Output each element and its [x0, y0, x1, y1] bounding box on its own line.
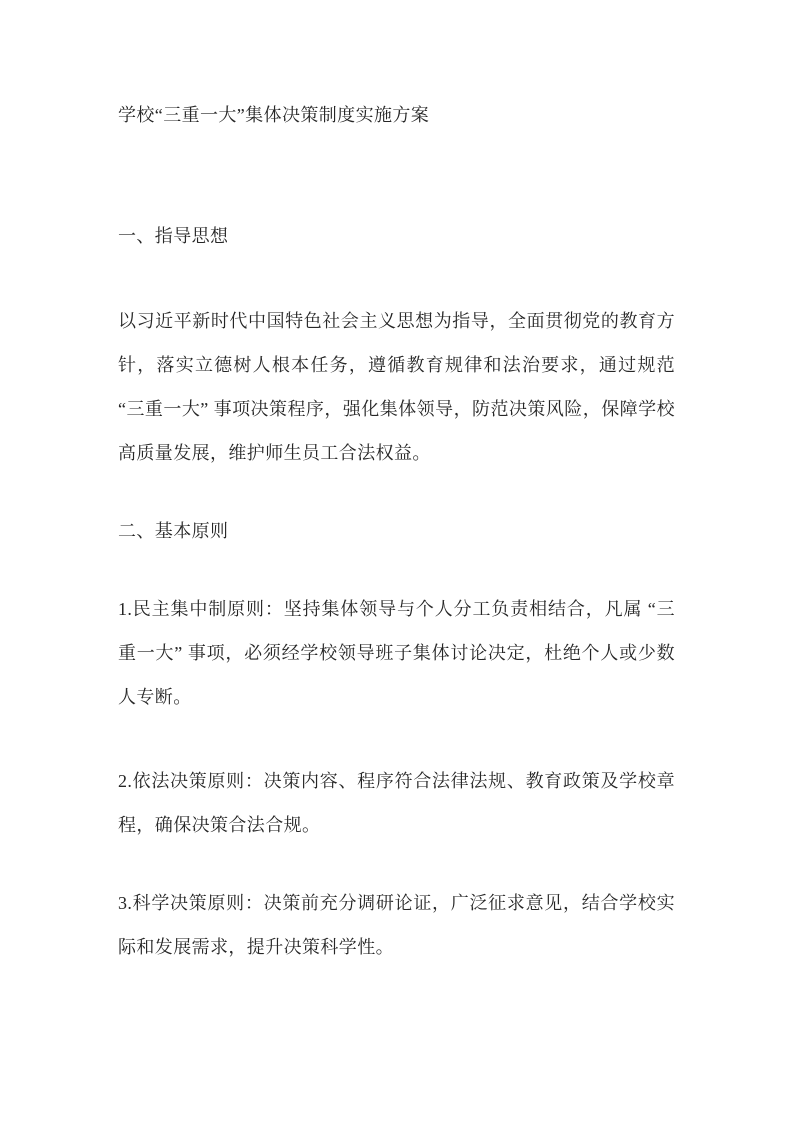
- paragraph-principle-scientific-decision: 3.科学决策原则：决策前充分调研论证，广泛征求意见，结合学校实际和发展需求，提升决策科学性。: [118, 893, 675, 957]
- paragraph-guiding-ideology: 以习近平新时代中国特色社会主义思想为指导，全面贯彻党的教育方针，落实立德树人根本任务，遵循教育规律和法治要求，通过规范 “三重一大” 事项决策程序，强化集体领导，防范决策风险，保障学校高质量发展，维护师生员工合法权益。: [118, 311, 675, 463]
- section-heading-basic-principles: 二、基本原则: [118, 521, 229, 541]
- paragraph-principle-lawful-decision: 2.依法决策原则：决策内容、程序符合法律法规、教育政策及学校章程，确保决策合法合规。: [118, 771, 675, 835]
- document-title: 学校“三重一大”集体决策制度实施方案: [118, 105, 430, 125]
- section-basic-principles: [118, 509, 675, 969]
- paragraph-principle-democratic-centralism: 1.民主集中制原则：坚持集体领导与个人分工负责相结合，凡属 “三重一大” 事项，必须经学校领导班子集体讨论决定，杜绝个人或少数人专断。: [118, 599, 675, 707]
- section-guiding-ideology: [118, 214, 675, 475]
- section-heading-guiding-ideology: 一、指导思想: [118, 226, 229, 246]
